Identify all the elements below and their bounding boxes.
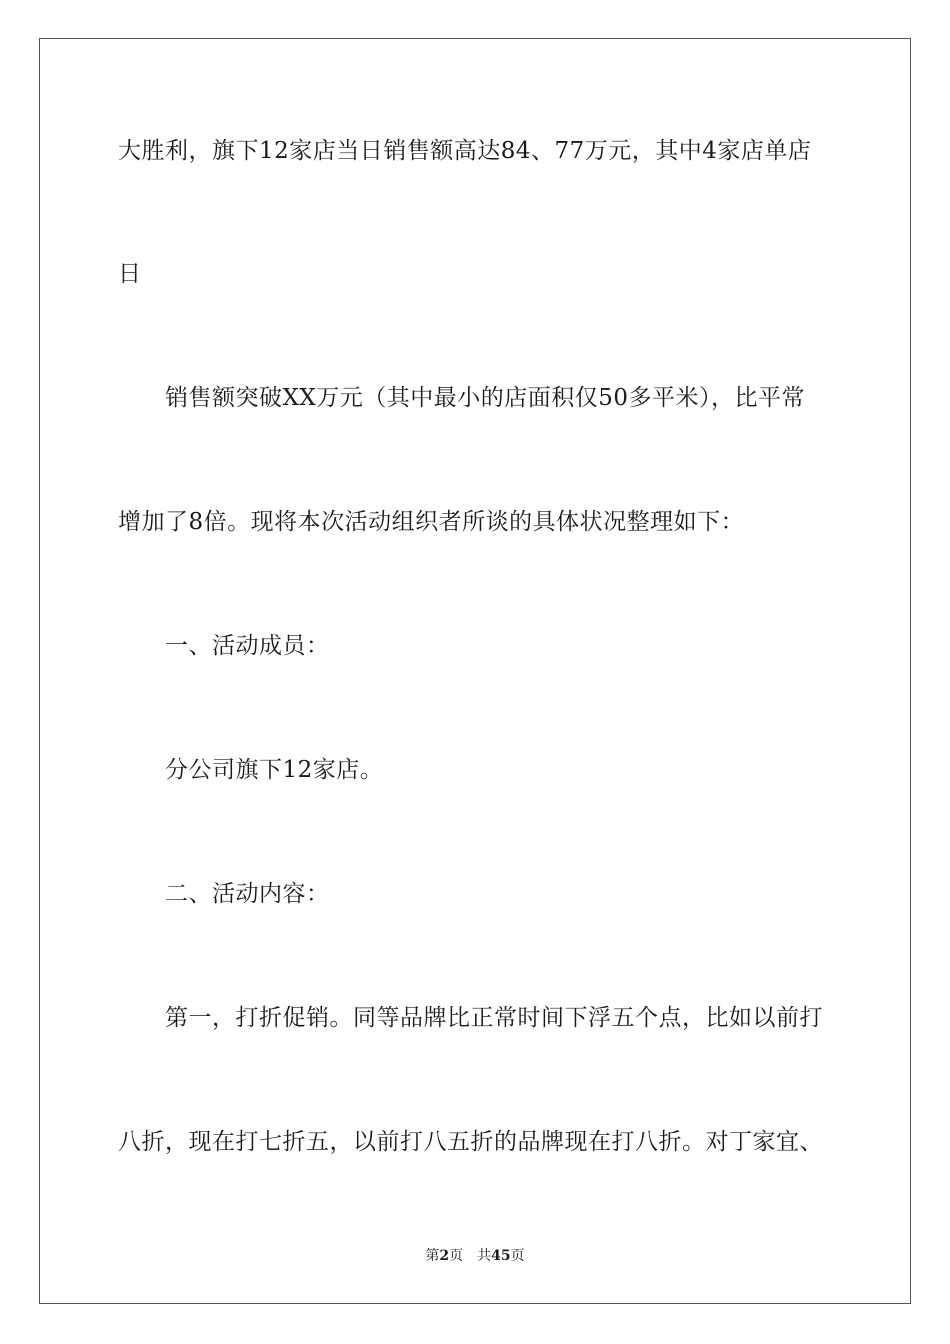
footer-page-current: 2 bbox=[439, 1248, 450, 1264]
paragraph-line-discount-2: 八折，现在打七折五，以前打八五折的品牌现在打八折。对丁家宜、 bbox=[118, 1129, 823, 1155]
section-heading-members: 一、活动成员： bbox=[165, 633, 330, 659]
page-footer bbox=[0, 1247, 950, 1265]
footer-page-suffix: 页 bbox=[449, 1248, 464, 1264]
footer-page-prefix: 第 bbox=[425, 1248, 440, 1264]
paragraph-line-1: 大胜利，旗下12家店当日销售额高达84、77万元，其中4家店单店 bbox=[118, 138, 812, 164]
paragraph-line-2: 日 bbox=[118, 261, 142, 287]
footer-total-prefix: 共 bbox=[477, 1248, 492, 1264]
footer-total-suffix: 页 bbox=[510, 1248, 525, 1264]
footer-page-total: 45 bbox=[491, 1248, 511, 1264]
paragraph-line-3: 销售额突破XX万元（其中最小的店面积仅50多平米），比平常 bbox=[165, 385, 806, 411]
paragraph-line-4: 增加了8倍。现将本次活动组织者所谈的具体状况整理如下： bbox=[118, 509, 745, 535]
paragraph-line-discount-1: 第一，打折促销。同等品牌比正常时间下浮五个点，比如以前打 bbox=[165, 1005, 823, 1031]
paragraph-line-members: 分公司旗下12家店。 bbox=[165, 757, 384, 783]
section-heading-content: 二、活动内容： bbox=[165, 881, 330, 907]
page-border bbox=[39, 38, 911, 1304]
